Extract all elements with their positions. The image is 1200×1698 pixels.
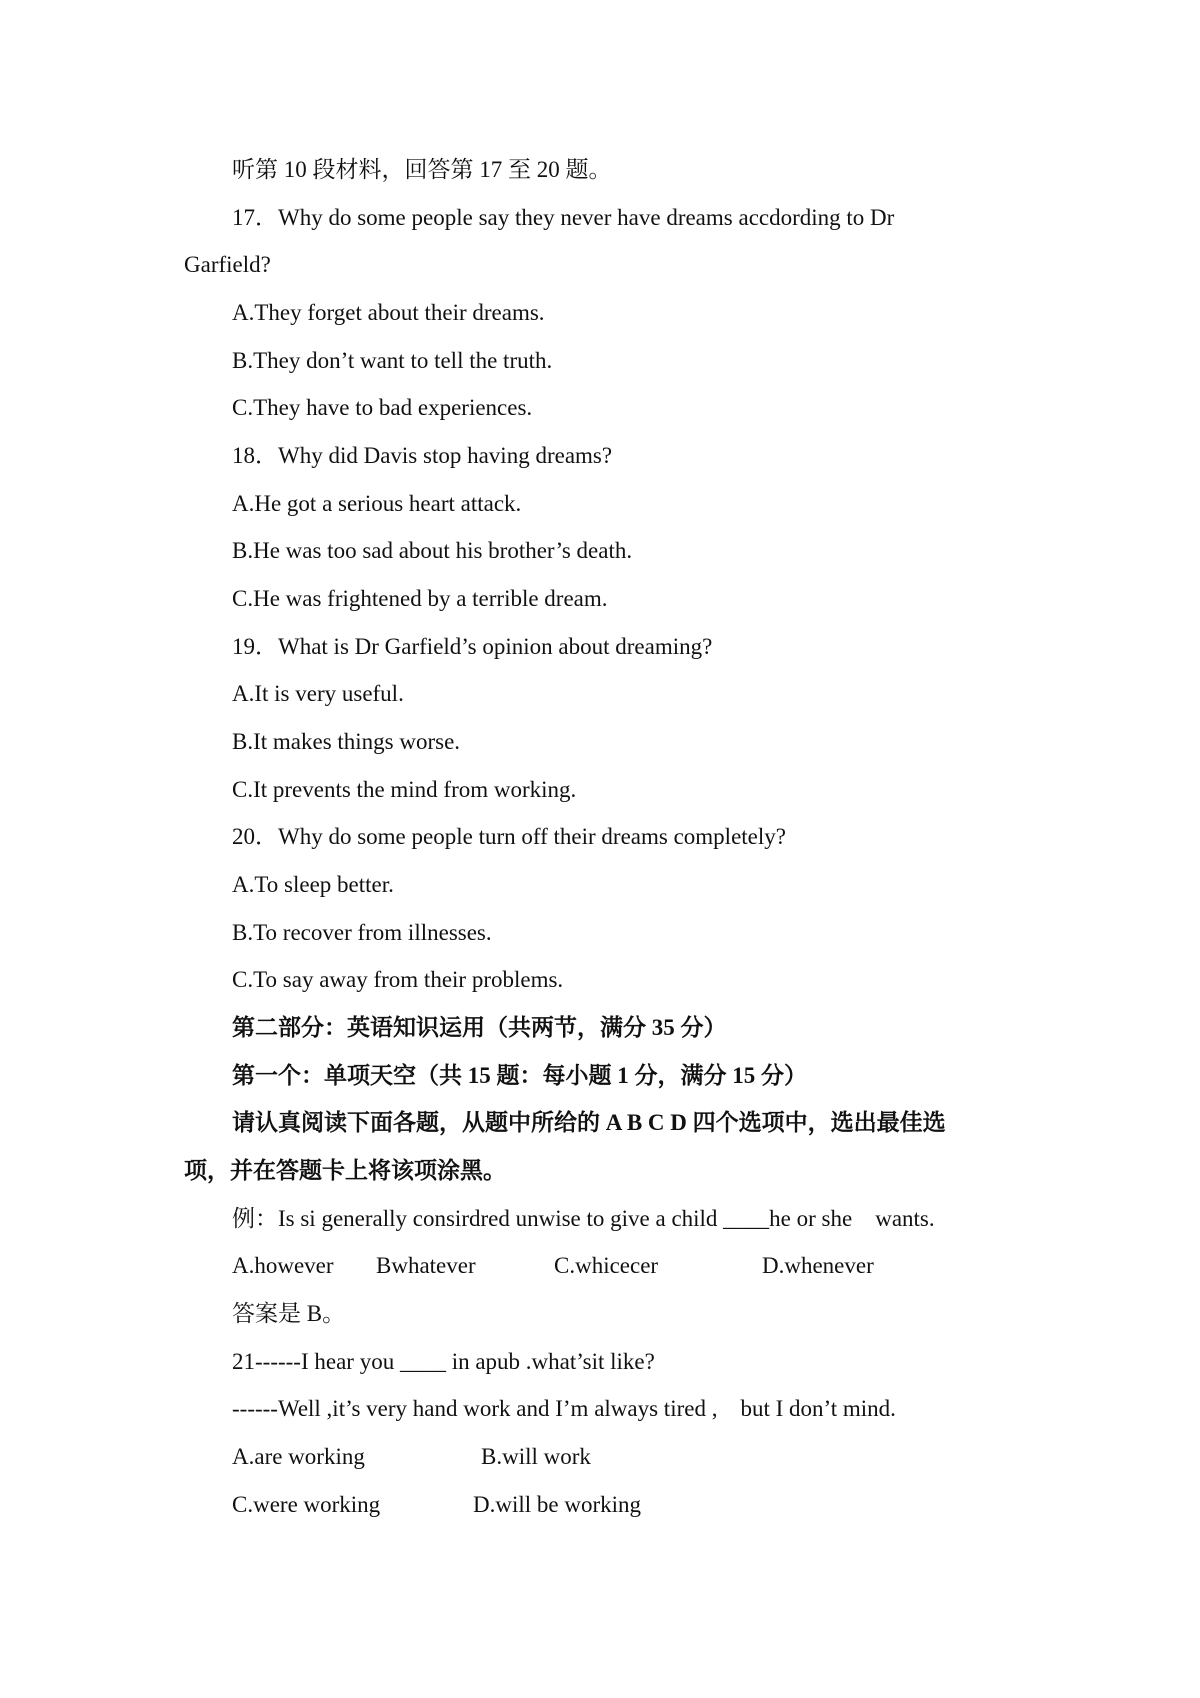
question-21-stem: 21------I hear you ____ in apub .what’sit like? (232, 1349, 655, 1374)
part2-section1-heading: 第一个：单项天空（共 15 题：每小题 1 分，满分 15 分） (232, 1063, 807, 1088)
question-17-option-a: A.They forget about their dreams. (232, 300, 545, 325)
question-17-option-c: C.They have to bad experiences. (232, 395, 533, 420)
question-17-stem-cont: Garfield? (184, 252, 271, 277)
example-option-a: A.however (232, 1253, 334, 1278)
question-19-stem: 19．What is Dr Garfield’s opinion about dreaming? (232, 634, 713, 659)
question-21-option-c: C.were working (232, 1492, 381, 1517)
section-intro: 听第 10 段材料，回答第 17 至 20 题。 (232, 157, 612, 182)
example-stem: 例：Is si generally consirdred unwise to give a child ____he or she wants. (232, 1206, 935, 1231)
question-19-option-a: A.It is very useful. (232, 681, 404, 706)
question-20-option-a: A.To sleep better. (232, 872, 394, 897)
question-17-stem: 17．Why do some people say they never have dreams accdording to Dr (232, 205, 895, 230)
example-answer: 答案是 B。 (232, 1301, 346, 1326)
question-20-stem: 20．Why do some people turn off their dreams completely? (232, 824, 786, 849)
question-20-option-c: C.To say away from their problems. (232, 967, 564, 992)
part2-heading: 第二部分：英语知识运用（共两节，满分 35 分） (232, 1015, 727, 1040)
question-19-option-b: B.It makes things worse. (232, 729, 461, 754)
question-18-option-b: B.He was too sad about his brother’s death. (232, 538, 633, 563)
part2-instruction: 请认真阅读下面各题，从题中所给的 A B C D 四个选项中，选出最佳选 (232, 1110, 946, 1135)
question-21-option-a: A.are working (232, 1444, 365, 1469)
question-18-option-c: C.He was frightened by a terrible dream. (232, 586, 608, 611)
question-18-option-a: A.He got a serious heart attack. (232, 491, 522, 516)
question-21-option-b: B.will work (481, 1444, 591, 1469)
example-option-b: Bwhatever (376, 1253, 476, 1278)
question-20-option-b: B.To recover from illnesses. (232, 920, 492, 945)
example-option-c: C.whicecer (554, 1253, 659, 1278)
question-21-reply: ------Well ,it’s very hand work and I’m always tired , but I don’t mind. (232, 1396, 896, 1421)
part2-instruction-cont: 项，并在答题卡上将该项涂黑。 (184, 1158, 506, 1183)
question-19-option-c: C.It prevents the mind from working. (232, 777, 577, 802)
question-18-stem: 18．Why did Davis stop having dreams? (232, 443, 613, 468)
question-17-option-b: B.They don’t want to tell the truth. (232, 348, 553, 373)
question-21-option-d: D.will be working (473, 1492, 642, 1517)
example-option-d: D.whenever (762, 1253, 874, 1278)
